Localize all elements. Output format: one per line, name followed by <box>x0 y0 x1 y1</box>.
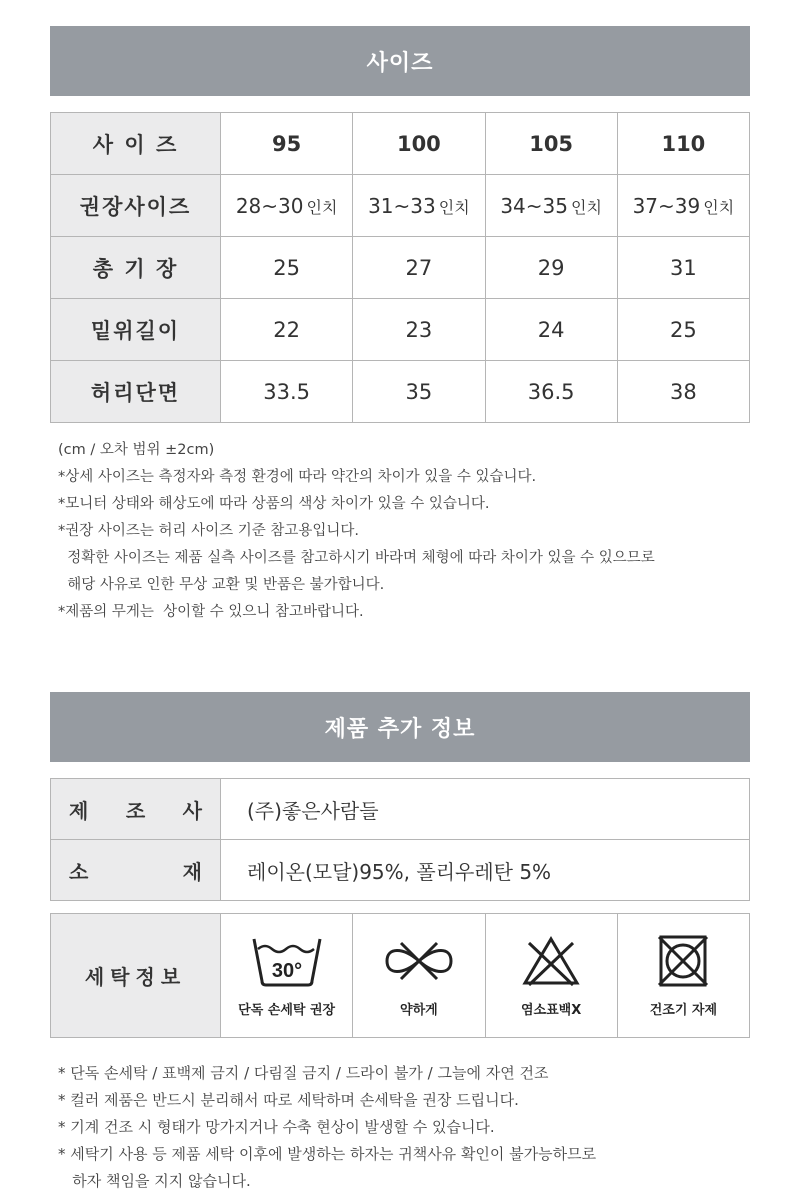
table-cell: 35 <box>353 361 485 423</box>
washing-notes <box>58 1060 596 1195</box>
gentle-wash-icon <box>381 933 457 989</box>
size-notes <box>58 437 655 626</box>
size-header-label: 사 이 즈 <box>51 113 221 175</box>
wash-label: 단독 손세탁 권장 <box>238 1003 336 1018</box>
size-col-header: 110 <box>617 113 749 175</box>
row-label: 밑위길이 <box>51 299 221 361</box>
product-info-table <box>50 778 750 901</box>
table-cell: 24 <box>485 299 617 361</box>
note-line: * 컬러 제품은 반드시 분리해서 따로 세탁하며 손세탁을 권장 드립니다. <box>58 1091 519 1109</box>
wash-label: 염소표백X <box>520 1003 582 1018</box>
table-cell: 37~39 인치 <box>617 175 749 237</box>
row-label: 권장사이즈 <box>51 175 221 237</box>
note-line: 정확한 사이즈는 제품 실측 사이즈를 참고하시기 바라며 체형에 따라 차이가 있을 수 있으므로 <box>58 550 655 566</box>
table-cell: 22 <box>221 299 353 361</box>
washing-info-table <box>50 913 750 1038</box>
note-line: * 세탁기 사용 등 제품 세탁 이후에 발생하는 하자는 귀책사유 확인이 불가능하므로 <box>58 1145 597 1163</box>
table-cell: 34~35 인치 <box>485 175 617 237</box>
table-cell: 31~33 인치 <box>353 175 485 237</box>
washing-cell <box>221 914 353 1038</box>
material-value: 레이온(모달)95%, 폴리우레탄 5% <box>221 840 750 901</box>
wash-temp: 30° <box>271 960 302 982</box>
note-line: 하자 책임을 지지 않습니다. <box>58 1172 251 1190</box>
wash-label: 약하게 <box>400 1003 438 1018</box>
manufacturer-row <box>51 779 750 840</box>
table-cell: 31 <box>617 237 749 299</box>
material-label: 소 재 <box>51 840 221 901</box>
size-table <box>50 112 750 423</box>
washing-cell <box>353 914 485 1038</box>
table-cell: 23 <box>353 299 485 361</box>
table-cell: 33.5 <box>221 361 353 423</box>
table-cell: 38 <box>617 361 749 423</box>
washing-cell <box>485 914 617 1038</box>
note-line: *모니터 상태와 해상도에 따라 상품의 색상 차이가 있을 수 있습니다. <box>58 496 490 512</box>
row-label: 허리단면 <box>51 361 221 423</box>
size-col-header: 100 <box>353 113 485 175</box>
no-tumble-dry-icon <box>653 933 713 989</box>
size-col-header: 105 <box>485 113 617 175</box>
table-cell: 29 <box>485 237 617 299</box>
note-line: * 기계 건조 시 형태가 망가지거나 수축 현상이 발생할 수 있습니다. <box>58 1118 495 1136</box>
note-line: *상세 사이즈는 측정자와 측정 환경에 따라 약간의 차이가 있을 수 있습니다. <box>58 469 537 485</box>
size-header-row <box>51 113 750 175</box>
washing-cell <box>617 914 749 1038</box>
total-length-row <box>51 237 750 299</box>
info-section-title: 제품 추가 정보 <box>50 692 750 762</box>
rise-length-row <box>51 299 750 361</box>
note-line: *권장 사이즈는 허리 사이즈 기준 참고용입니다. <box>58 523 360 539</box>
washing-label: 세탁정보 <box>51 914 221 1038</box>
waist-width-row <box>51 361 750 423</box>
table-cell: 27 <box>353 237 485 299</box>
manufacturer-label: 제 조 사 <box>51 779 221 840</box>
note-line: (cm / 오차 범위 ±2cm) <box>58 442 215 458</box>
row-label: 총 기 장 <box>51 237 221 299</box>
washing-row <box>51 914 750 1038</box>
hand-wash-30-icon <box>250 933 324 989</box>
table-cell: 28~30 인치 <box>221 175 353 237</box>
note-line: 해당 사유로 인한 무상 교환 및 반품은 불가합니다. <box>58 577 385 593</box>
no-bleach-icon <box>519 933 583 989</box>
size-col-header: 95 <box>221 113 353 175</box>
size-section-title: 사이즈 <box>50 26 750 96</box>
recommended-size-row <box>51 175 750 237</box>
note-line: * 단독 손세탁 / 표백제 금지 / 다림질 금지 / 드라이 불가 / 그늘에 자연 건조 <box>58 1064 549 1082</box>
table-cell: 25 <box>617 299 749 361</box>
table-cell: 36.5 <box>485 361 617 423</box>
note-line: *제품의 무게는 상이할 수 있으니 참고바랍니다. <box>58 604 364 620</box>
table-cell: 25 <box>221 237 353 299</box>
material-row <box>51 840 750 901</box>
wash-label: 건조기 자제 <box>649 1003 718 1018</box>
manufacturer-value: (주)좋은사람들 <box>221 779 750 840</box>
